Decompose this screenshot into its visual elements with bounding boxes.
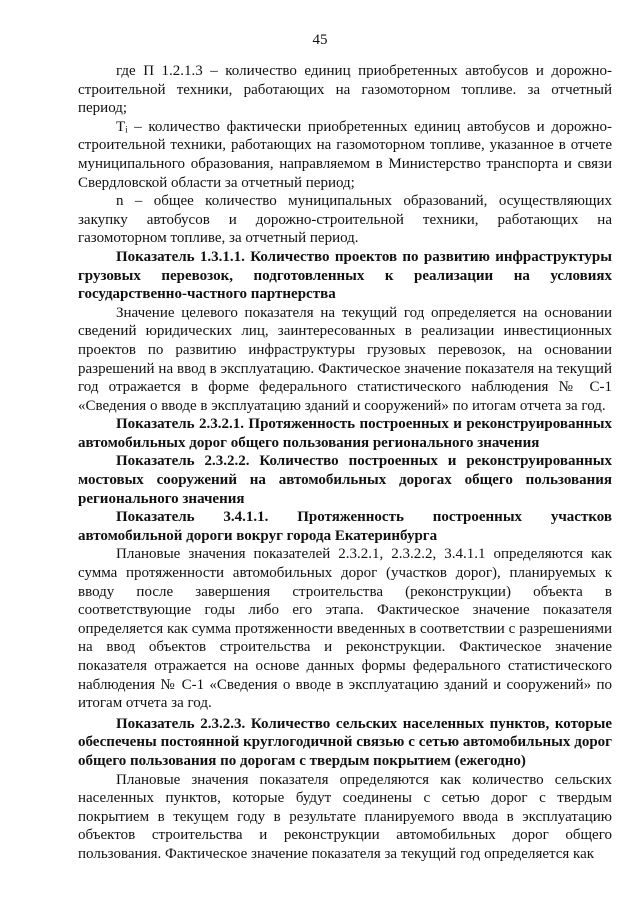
indicator-heading-1311: Показатель 1.3.1.1. Количество проектов по развитию инфраструктуры грузовых перевозок, подготовленных к реализации на условиях государственно-частного партнерства — [78, 248, 612, 303]
indicator-heading-2321: Показатель 2.3.2.1. Протяженность построенных и реконструированных автомобильных дорог общего пользования регионального значения — [78, 416, 612, 451]
definition-n: n – общее количество муниципальных образований, осуществляющих закупку автобусов и дорожно-строительной техники, работающих на газомоторном топливе, за отчетный период. — [78, 193, 612, 247]
definition-ti: Tᵢ – количество фактически приобретенных единиц автобусов и дорожно-строительной техники, работающих на газомоторном топливе, указанное в отчете муниципального образования, направляемом в Министерство транспорта и связи Свердловской области за отчетный период; — [78, 118, 612, 191]
indicator-body-2323: Плановые значения показателя определяются как количество сельских населенных пунктов, которые будут соединены с сетью дорог с твердым покрытием в текущем году в результате планируемого ввода в эксплуатацию объектов строительства и реконструкции автомобильных дорог общего пользования. Фактическое значение показателя за текущий год определяется как — [78, 771, 612, 862]
page-number: 45 — [312, 32, 328, 48]
indicator-body-2321-3411: Плановые значения показателей 2.3.2.1, 2.3.2.2, 3.4.1.1 определяются как сумма протяженности автомобильных дорог (участков дорог), планируемых к вводу после завершения строительства (реконструкции) объекта в соответствующие годы либо его этапа. Фактическое значение показателя определяется как сумма протяженности введенных в соответствии с разрешениями на ввод объектов строительства и реконструкции. Фактическое значение показателя отражается на основе данных формы федерального статистического наблюдения № С-1 «Сведения о вводе в эксплуатацию зданий и сооружений» по итогам отчета за год. — [78, 546, 612, 712]
indicator-heading-2322: Показатель 2.3.2.2. Количество построенных и реконструированных мостовых сооружений на автомобильных дорогах общего пользования регионального значения — [78, 453, 612, 507]
document-body — [78, 62, 612, 864]
indicator-heading-2323: Показатель 2.3.2.3. Количество сельских населенных пунктов, которые обеспечены постоянной круглогодичной связью с сетью автомобильных дорог общего пользования по дорогам с твердым покрытием (ежегодно) — [78, 715, 612, 769]
definition-p1213: где П 1.2.1.3 – количество единиц приобретенных автобусов и дорожно-строительной техники, работающих на газомоторном топливе. за отчетный период; — [78, 63, 612, 117]
indicator-body-1311: Значение целевого показателя на текущий год определяется на основании сведений юридических лиц, заинтересованных в реализации инвестиционных проектов по развитию инфраструктуры грузовых перевозок, на основании разрешений на ввод в эксплуатацию. Фактическое значение показателя на текущий год отражается в форме федерального статистического наблюдения № С-1 «Сведения о вводе в эксплуатацию зданий и сооружений» по итогам отчета за год. — [78, 304, 612, 414]
indicator-heading-3411: Показатель 3.4.1.1. Протяженность построенных участков автомобильной дороги вокруг города Екатеринбурга — [78, 509, 612, 544]
